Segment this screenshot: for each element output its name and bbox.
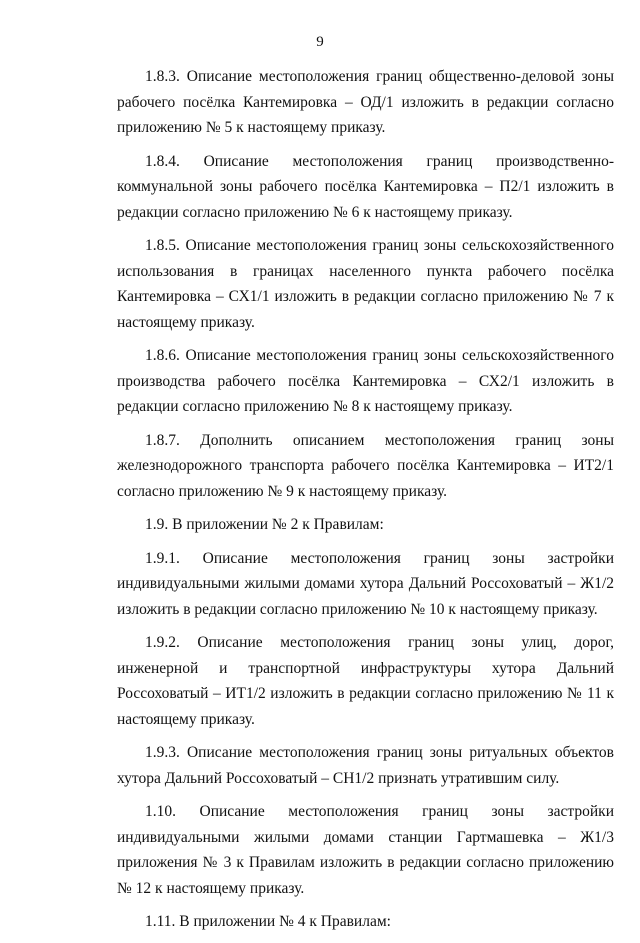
- paragraph-1-9-3: 1.9.3. Описание местоположения границ зоны ритуальных объектов хутора Дальний Россоховатый – СН1/2 признать утратившим силу.: [117, 744, 614, 787]
- paragraph-1-8-7: 1.8.7. Дополнить описанием местоположения границ зоны железнодорожного транспорта рабочего посёлка Кантемировка – ИТ2/1 согласно приложению № 9 к настоящему приказу.: [117, 431, 614, 500]
- page-number: 9: [316, 34, 324, 50]
- paragraph-1-8-4: 1.8.4. Описание местоположения границ производственно-коммунальной зоны рабочего посёлка Кантемировка – П2/1 изложить в редакции согласно приложению № 6 к настоящему приказу.: [117, 152, 614, 221]
- paragraph-1-9-1: 1.9.1. Описание местоположения границ зоны застройки индивидуальными жилыми домами хутора Дальний Россоховатый – Ж1/2 изложить в редакции согласно приложению № 10 к настоящему приказу.: [117, 549, 614, 618]
- paragraph-1-11: 1.11. В приложении № 4 к Правилам:: [145, 913, 391, 930]
- paragraph-1-10: 1.10. Описание местоположения границ зоны застройки индивидуальными жилыми домами станции Гартмашевка – Ж1/3 приложения № 3 к Правилам изложить в редакции согласно приложению № 12 к настоящему приказу.: [117, 803, 614, 897]
- paragraph-1-8-6: 1.8.6. Описание местоположения границ зоны сельскохозяйственного производства рабочего посёлка Кантемировка – СХ2/1 изложить в редакции согласно приложению № 8 к настоящему приказу.: [117, 347, 614, 415]
- document-body: [117, 64, 614, 943]
- paragraph-1-9: 1.9. В приложении № 2 к Правилам:: [145, 516, 384, 533]
- paragraph-1-9-2: 1.9.2. Описание местоположения границ зоны улиц, дорог, инженерной и транспортной инфраструктуры хутора Дальний Россоховатый – ИТ1/2 изложить в редакции согласно приложению № 11 к настоящему приказу.: [117, 634, 614, 728]
- paragraph-1-8-5: 1.8.5. Описание местоположения границ зоны сельскохозяйственного использования в границах населенного пункта рабочего посёлка Кантемировка – СХ1/1 изложить в редакции согласно приложению № 7 к настоящему приказу.: [117, 237, 614, 331]
- paragraph-1-8-3: 1.8.3. Описание местоположения границ общественно-деловой зоны рабочего посёлка Кантемировка – ОД/1 изложить в редакции согласно приложению № 5 к настоящему приказу.: [117, 68, 614, 136]
